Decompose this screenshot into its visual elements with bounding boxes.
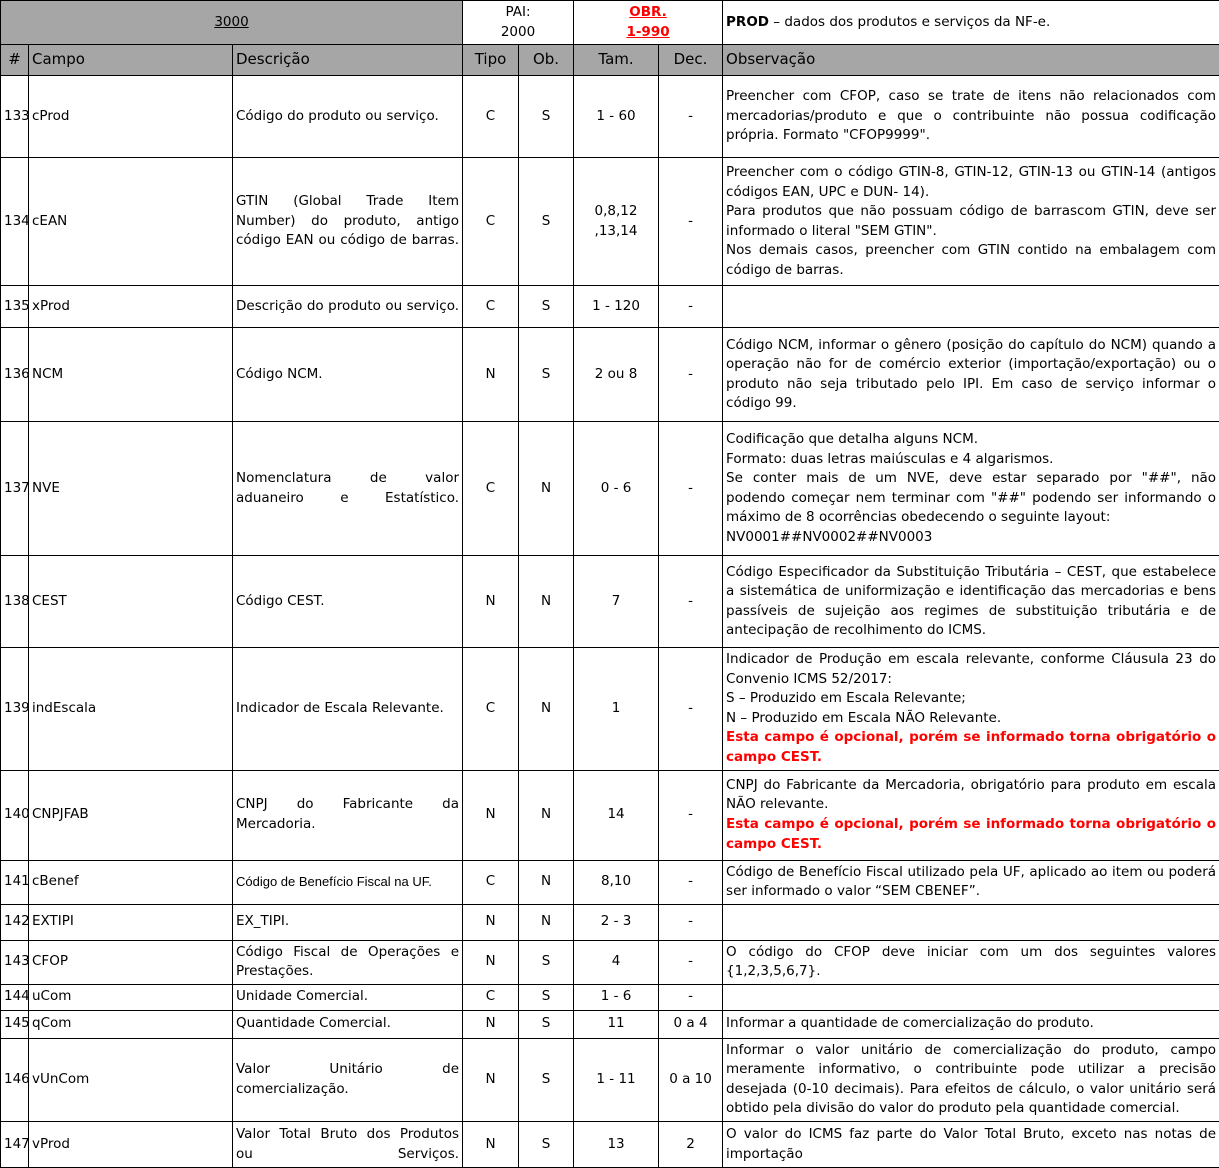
cell-field-required: S [519,1122,574,1168]
cell-field-size: 1 - 120 [574,286,659,328]
cell-field-decimals: - [659,984,723,1010]
cell-field-type: N [463,328,519,422]
observation-line: Codificação que detalha alguns NCM. [726,430,1216,450]
table-body [1,1,1219,1168]
table-row [1,1010,1219,1038]
cell-field-observation [723,328,1219,422]
cell-field-observation [723,422,1219,556]
table-row [1,904,1219,940]
cell-field-size: 1 [574,648,659,770]
cell-field-decimals: - [659,648,723,770]
observation-line: S – Produzido em Escala Relevante; [726,689,1216,709]
table-row [1,1038,1219,1121]
cell-field-name: xProd [29,286,233,328]
cell-field-description: CNPJ do Fabricante da Mercadoria. [233,770,463,860]
header-cell-description: Descrição [233,45,463,76]
cell-field-type: C [463,286,519,328]
banner-description [723,1,1219,45]
banner-occurrence-label: OBR. [629,4,667,20]
cell-field-required: N [519,770,574,860]
observation-warning: Esta campo é opcional, porém se informado torna obrigatório o campo CEST. [726,728,1216,767]
banner-parent-label: PAI: [466,3,570,23]
cell-field-required: N [519,648,574,770]
cell-field-decimals: - [659,158,723,286]
table-row [1,648,1219,770]
cell-field-observation [723,1038,1219,1121]
observation-line: Informar a quantidade de comercialização do produto. [726,1014,1216,1034]
cell-field-type: N [463,904,519,940]
cell-field-type: C [463,984,519,1010]
cell-field-required: N [519,904,574,940]
observation-line: N – Produzido em Escala NÃO Relevante. [726,709,1216,729]
cell-field-observation [723,770,1219,860]
cell-field-description: Valor Unitário de comercialização. [233,1038,463,1121]
table-row [1,984,1219,1010]
cell-field-observation [723,648,1219,770]
cell-field-description: Código de Benefício Fiscal na UF. [233,860,463,904]
cell-field-name: uCom [29,984,233,1010]
cell-field-decimals: - [659,860,723,904]
cell-field-description: Unidade Comercial. [233,984,463,1010]
header-cell-required: Ob. [519,45,574,76]
cell-field-decimals: - [659,328,723,422]
cell-field-type: C [463,422,519,556]
cell-field-name: EXTIPI [29,904,233,940]
observation-line: Indicador de Produção em escala relevante, conforme Cláusula 23 do Convenio ICMS 52/2017: [726,650,1216,689]
table-row [1,328,1219,422]
cell-field-number: 135 [1,286,29,328]
cell-field-required: N [519,422,574,556]
observation-line: Para produtos que não possuam código de barrascom GTIN, deve ser informado o literal "SEM GTIN". [726,202,1216,241]
cell-field-number: 137 [1,422,29,556]
cell-field-name: vProd [29,1122,233,1168]
observation-line: Informar o valor unitário de comercialização do produto, campo meramente informativo, o contribuinte pode utilizar a precisão desejada (0-10 decimais). Para efeitos de cálculo, o valor unitário será obtido pela divisão do valor do produto pela quantidade comercial. [726,1041,1216,1119]
cell-field-size: 1 - 6 [574,984,659,1010]
observation-line: CNPJ do Fabricante da Mercadoria, obrigatório para produto em escala NÃO relevante. [726,776,1216,815]
cell-field-size: 11 [574,1010,659,1038]
banner-description-text: – dados dos produtos e serviços da NF-e. [769,14,1050,30]
cell-field-name: qCom [29,1010,233,1038]
banner-group-id [1,1,463,45]
cell-field-type: C [463,158,519,286]
cell-field-name: NCM [29,328,233,422]
cell-field-type: C [463,76,519,158]
cell-field-name: cProd [29,76,233,158]
cell-field-number: 145 [1,1010,29,1038]
cell-field-name: CFOP [29,940,233,984]
observation-warning: Esta campo é opcional, porém se informado torna obrigatório o campo CEST. [726,815,1216,854]
cell-field-name: vUnCom [29,1038,233,1121]
cell-field-size: 7 [574,556,659,648]
cell-field-decimals: 0 a 10 [659,1038,723,1121]
cell-field-observation [723,158,1219,286]
cell-field-decimals: - [659,770,723,860]
cell-field-size: 13 [574,1122,659,1168]
table-row [1,556,1219,648]
cell-field-decimals: - [659,76,723,158]
cell-field-description: Quantidade Comercial. [233,1010,463,1038]
cell-field-size: 2 ou 8 [574,328,659,422]
cell-field-required: S [519,940,574,984]
observation-line: NV0001##NV0002##NV0003 [726,528,1216,548]
cell-field-number: 143 [1,940,29,984]
cell-field-size: 2 - 3 [574,904,659,940]
table-row [1,770,1219,860]
cell-field-observation [723,1122,1219,1168]
cell-field-description: Valor Total Bruto dos Produtos ou Serviços. [233,1122,463,1168]
cell-field-description: Código do produto ou serviço. [233,76,463,158]
cell-field-decimals: - [659,904,723,940]
cell-field-observation [723,860,1219,904]
cell-field-required: S [519,1010,574,1038]
cell-field-observation [723,904,1219,940]
banner-description-tag: PROD [726,14,769,30]
header-cell-size: Tam. [574,45,659,76]
cell-field-type: N [463,940,519,984]
observation-line: Se conter mais de um NVE, deve estar separado por "##", não podendo começar nem terminar com "##" podendo ser informando o máximo de 8 ocorrências obedecendo o seguinte layout: [726,469,1216,528]
cell-field-decimals: - [659,422,723,556]
cell-field-name: CNPJFAB [29,770,233,860]
cell-field-number: 139 [1,648,29,770]
cell-field-number: 144 [1,984,29,1010]
cell-field-decimals: 0 a 4 [659,1010,723,1038]
cell-field-observation [723,1010,1219,1038]
cell-field-required: N [519,860,574,904]
cell-field-name: NVE [29,422,233,556]
cell-field-size: 8,10 [574,860,659,904]
banner-parent [463,1,574,45]
cell-field-decimals: - [659,940,723,984]
banner-row [1,1,1219,45]
cell-field-observation [723,286,1219,328]
cell-field-description: Nomenclatura de valor aduaneiro e Estatístico. [233,422,463,556]
table-row [1,940,1219,984]
cell-field-name: indEscala [29,648,233,770]
cell-field-type: N [463,556,519,648]
cell-field-size-line: 0,8,12 [577,202,655,222]
banner-occurrence-value: 1-990 [626,24,669,40]
cell-field-decimals: - [659,286,723,328]
cell-field-number: 146 [1,1038,29,1121]
cell-field-observation [723,556,1219,648]
cell-field-required: S [519,1038,574,1121]
cell-field-size: 0 - 6 [574,422,659,556]
banner-parent-value: 2000 [466,23,570,43]
cell-field-number: 141 [1,860,29,904]
cell-field-size [574,158,659,286]
cell-field-description: Código CEST. [233,556,463,648]
cell-field-number: 140 [1,770,29,860]
cell-field-observation [723,76,1219,158]
observation-line: Preencher com o código GTIN-8, GTIN-12, GTIN-13 ou GTIN-14 (antigos códigos EAN, UPC e DUN- 14). [726,163,1216,202]
cell-field-number: 133 [1,76,29,158]
observation-line: O valor do ICMS faz parte do Valor Total Bruto, exceto nas notas de importação [726,1125,1216,1164]
cell-field-description: Código Fiscal de Operações e Prestações. [233,940,463,984]
observation-line: Nos demais casos, preencher com GTIN contido na embalagem com código de barras. [726,241,1216,280]
table-row [1,158,1219,286]
table-row [1,286,1219,328]
cell-field-size: 1 - 60 [574,76,659,158]
cell-field-observation [723,984,1219,1010]
header-cell-field: Campo [29,45,233,76]
column-header-row [1,45,1219,76]
table-row [1,860,1219,904]
cell-field-number: 142 [1,904,29,940]
cell-field-decimals: - [659,556,723,648]
cell-field-description: Código NCM. [233,328,463,422]
cell-field-number: 134 [1,158,29,286]
cell-field-required: N [519,556,574,648]
cell-field-size-line: ,13,14 [577,222,655,242]
cell-field-type: N [463,770,519,860]
table-row [1,76,1219,158]
cell-field-size: 14 [574,770,659,860]
observation-line: Código de Benefício Fiscal utilizado pela UF, aplicado ao item ou poderá ser informado o valor “SEM CBENEF”. [726,863,1216,902]
observation-line: Código NCM, informar o gênero (posição do capítulo do NCM) quando a operação não for de comércio exterior (importação/exportação) ou o produto não seja tributado pelo IPI. Em caso de serviço informar o código 99. [726,336,1216,414]
header-cell-decimals: Dec. [659,45,723,76]
table-row [1,1122,1219,1168]
header-cell-observation: Observação [723,45,1219,76]
cell-field-size: 4 [574,940,659,984]
cell-field-type: N [463,1122,519,1168]
cell-field-observation [723,940,1219,984]
cell-field-number: 147 [1,1122,29,1168]
cell-field-description: Descrição do produto ou serviço. [233,286,463,328]
observation-line: Formato: duas letras maiúsculas e 4 algarismos. [726,450,1216,470]
cell-field-name: cBenef [29,860,233,904]
cell-field-required: S [519,76,574,158]
cell-field-type: C [463,648,519,770]
banner-occurrence [574,1,723,45]
cell-field-description: EX_TIPI. [233,904,463,940]
cell-field-name: cEAN [29,158,233,286]
cell-field-description: Indicador de Escala Relevante. [233,648,463,770]
observation-line: Código Especificador da Substituição Tributária – CEST, que estabelece a sistemática de uniformização e identificação das mercadorias e bens passíveis de sujeição aos regimes de substituição tributária e de antecipação de recolhimento do ICMS. [726,563,1216,641]
observation-line: O código do CFOP deve iniciar com um dos seguintes valores {1,2,3,5,6,7}. [726,943,1216,982]
cell-field-decimals: 2 [659,1122,723,1168]
header-cell-number: # [1,45,29,76]
cell-field-size: 1 - 11 [574,1038,659,1121]
observation-line: Preencher com CFOP, caso se trate de itens não relacionados com mercadorias/produto e que o contribuinte não possua codificação própria. Formato "CFOP9999". [726,87,1216,146]
cell-field-required: S [519,286,574,328]
cell-field-number: 136 [1,328,29,422]
cell-field-required: S [519,158,574,286]
banner-group-id-value: 3000 [214,14,248,30]
cell-field-required: S [519,328,574,422]
cell-field-type: C [463,860,519,904]
cell-field-name: CEST [29,556,233,648]
cell-field-type: N [463,1010,519,1038]
cell-field-description: GTIN (Global Trade Item Number) do produto, antigo código EAN ou código de barras. [233,158,463,286]
header-cell-type: Tipo [463,45,519,76]
table-row [1,422,1219,556]
cell-field-type: N [463,1038,519,1121]
cell-field-number: 138 [1,556,29,648]
cell-field-required: S [519,984,574,1010]
